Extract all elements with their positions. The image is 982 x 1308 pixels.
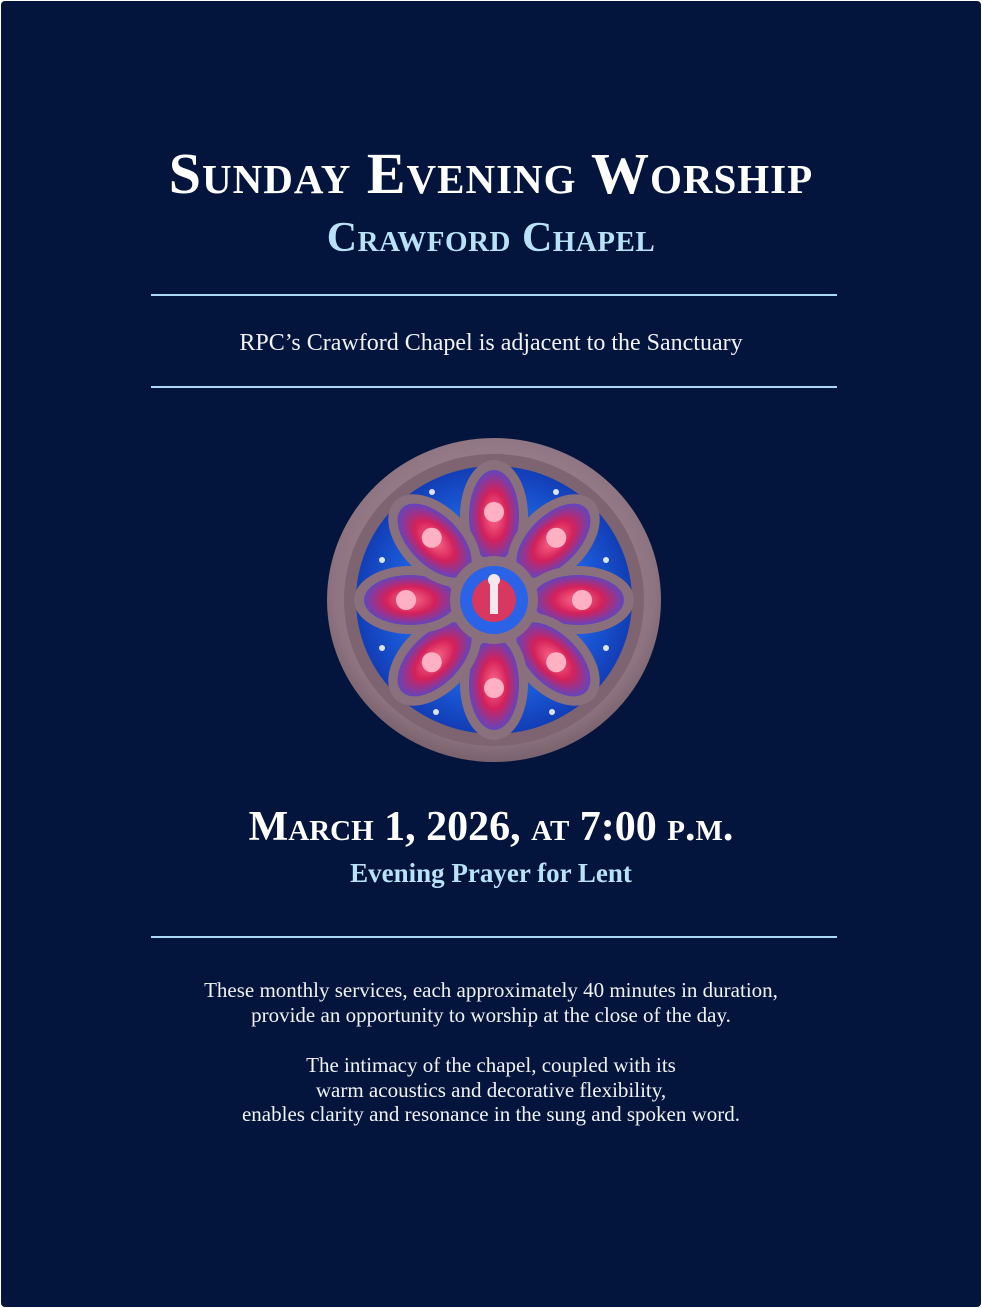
paragraph-line: warm acoustics and decorative flexibility, <box>315 1077 667 1102</box>
service-name: Evening Prayer for Lent <box>350 858 632 888</box>
paragraph-line: The intimacy of the chapel, coupled with its <box>306 1053 676 1077</box>
description-paragraph-1 <box>1 978 981 1027</box>
paragraph-line: These monthly services, each approximately 40 minutes in duration, <box>204 978 778 1002</box>
divider-2 <box>151 386 837 388</box>
paragraph-line: enables clarity and resonance in the sung and spoken word. <box>241 1102 740 1126</box>
divider-3 <box>151 936 837 938</box>
chapel-subtitle: Crawford Chapel <box>326 215 656 261</box>
description-paragraph-2 <box>1 1053 981 1127</box>
paragraph-line: provide an opportunity to worship at the close of the day. <box>251 1002 731 1027</box>
page-title: Sunday Evening Worship <box>168 141 814 206</box>
divider-1 <box>151 294 837 296</box>
event-datetime: March 1, 2026, at 7:00 p.m. <box>248 804 734 850</box>
rose-window-image <box>326 437 662 768</box>
location-note: RPC’s Crawford Chapel is adjacent to the Sanctuary <box>239 330 743 356</box>
flyer-page <box>1 1 981 1307</box>
